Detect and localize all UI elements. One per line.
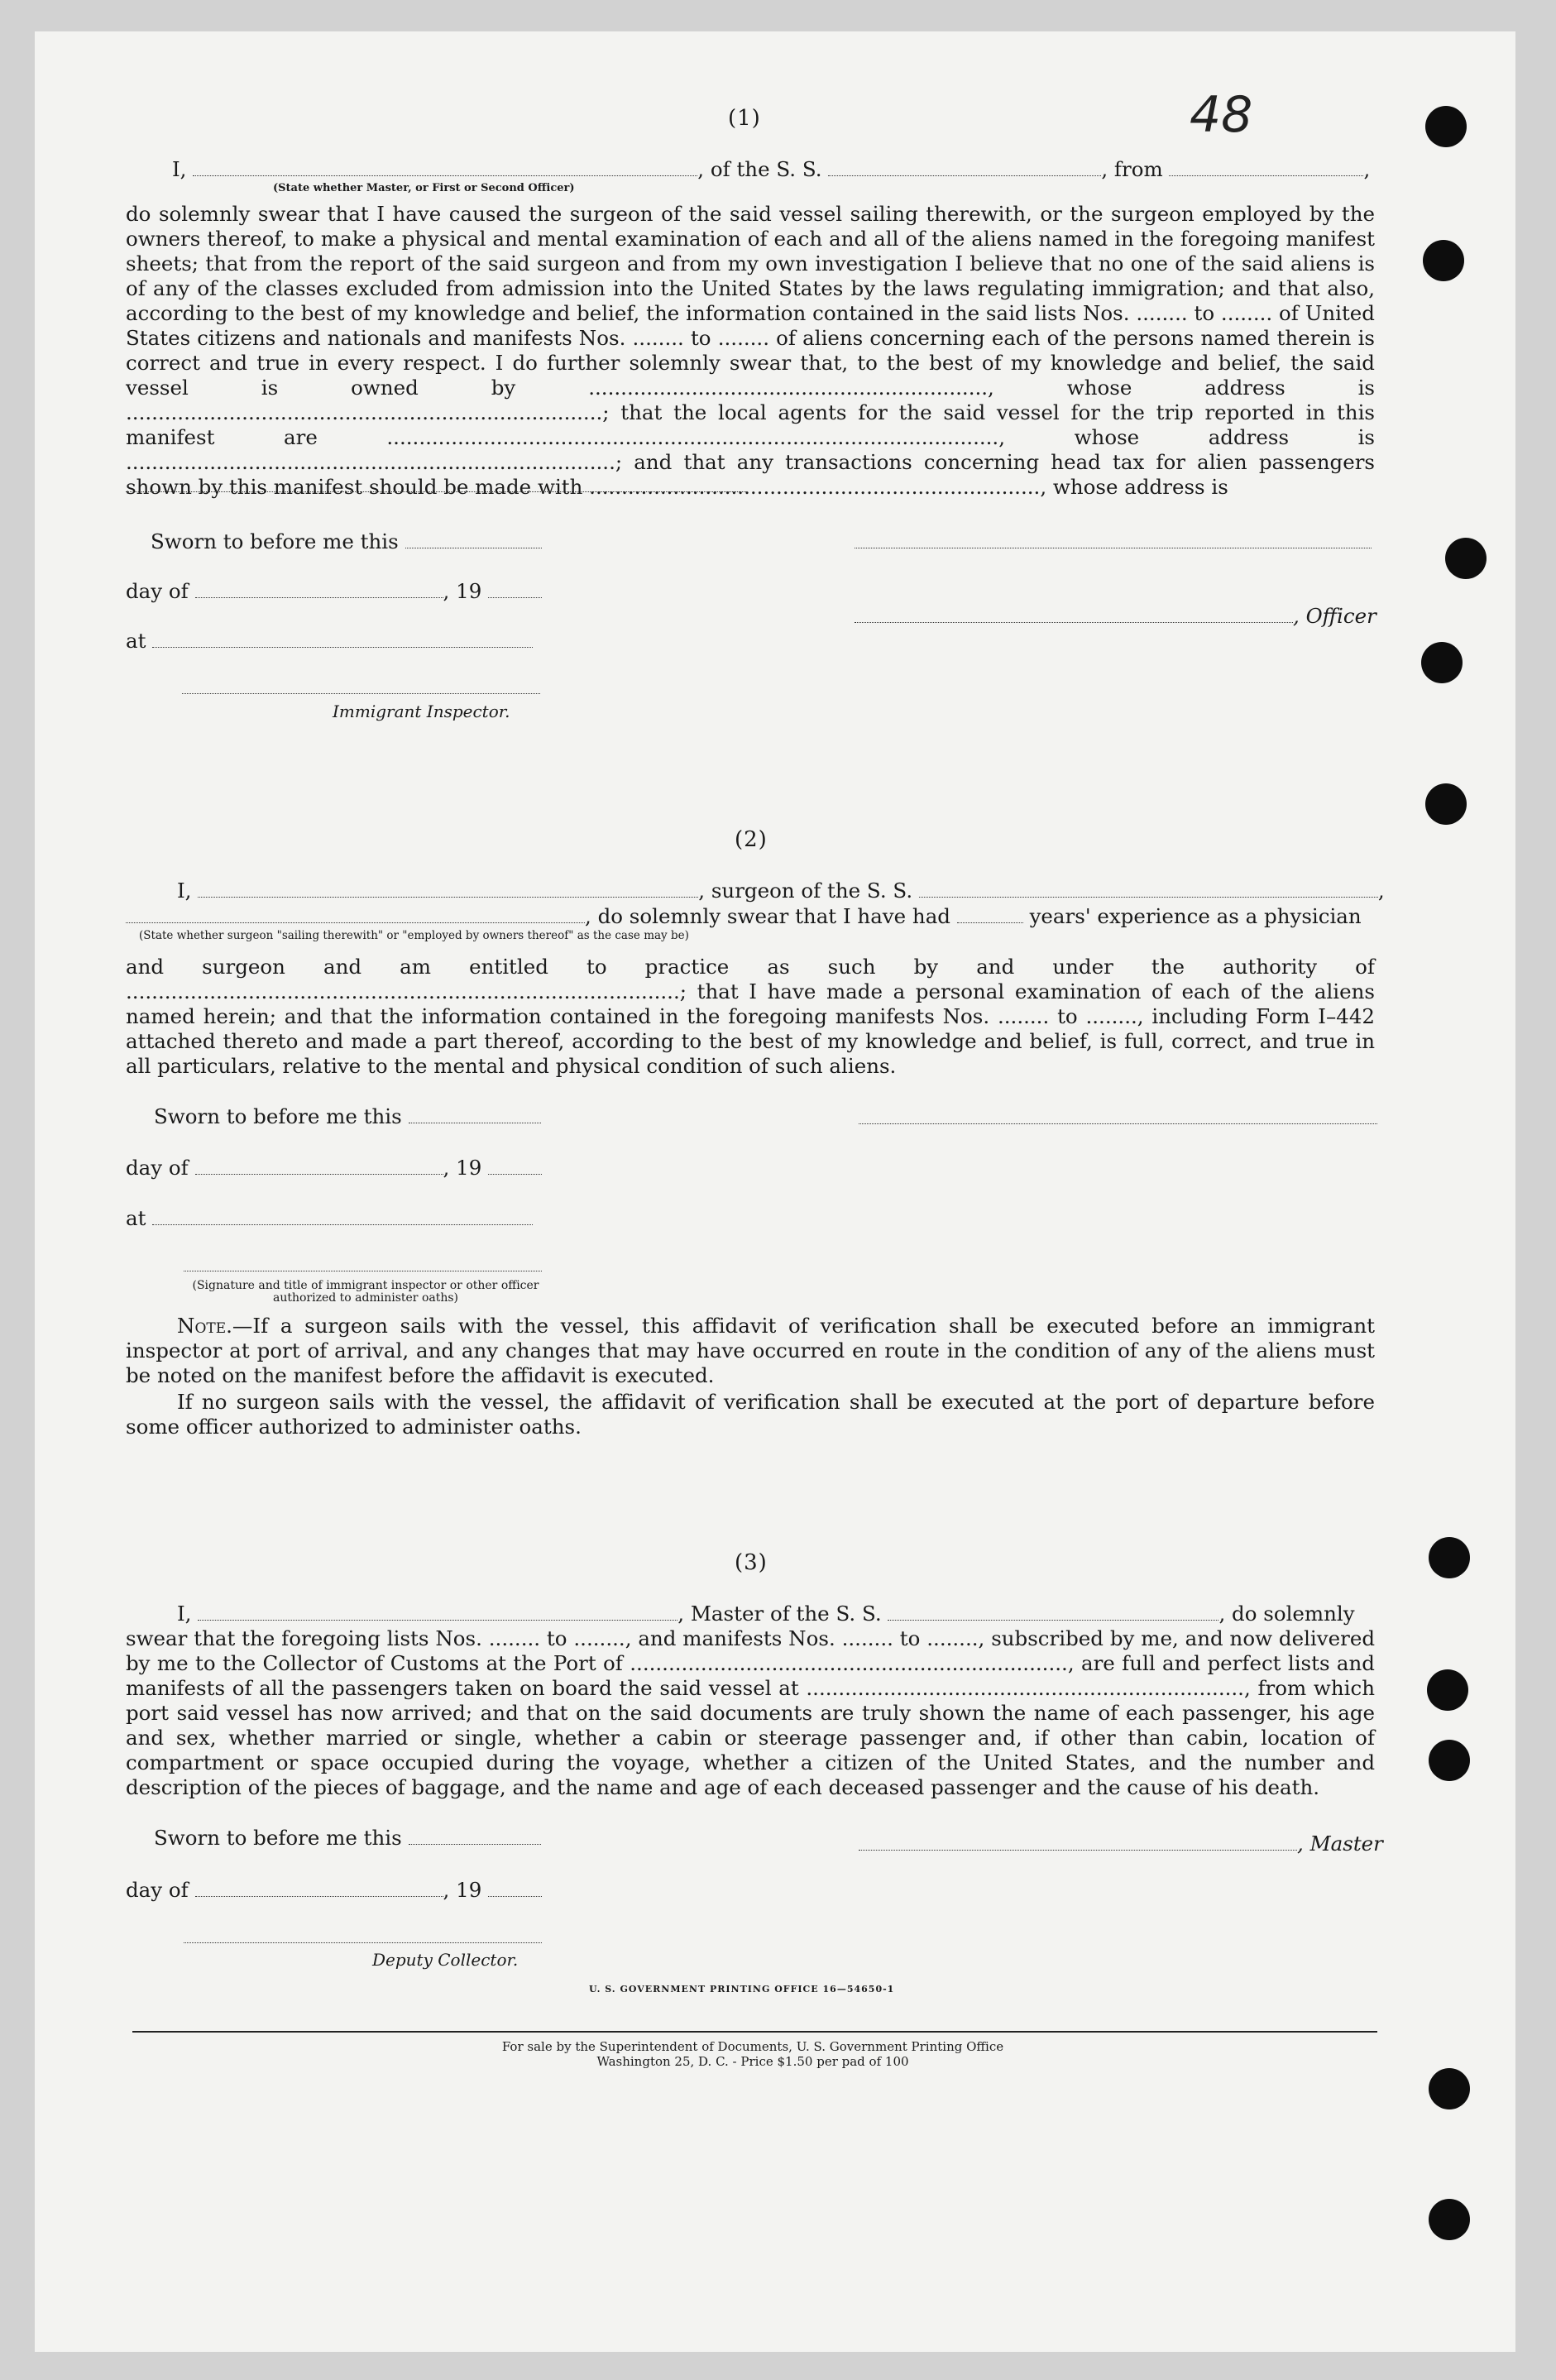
sale-line-1: For sale by the Superintendent of Documents, U. S. Government Printing Office	[501, 2039, 1004, 2054]
year-text: , 19	[443, 1878, 482, 1902]
collector-signature-line[interactable]	[184, 1942, 542, 1943]
binder-hole	[1425, 106, 1467, 147]
comma-text: ,	[1377, 879, 1385, 903]
officer-line	[855, 604, 1376, 629]
section-3-label: (3)	[735, 1550, 768, 1575]
master-signature-field[interactable]	[859, 1833, 1297, 1851]
address-field[interactable]	[126, 491, 746, 492]
from-text: , from	[1101, 157, 1163, 181]
at-line	[126, 1206, 533, 1231]
sworn-text: Sworn to before me this	[154, 1826, 402, 1850]
swear-text: , do solemnly swear that I have had	[585, 904, 950, 928]
binder-hole	[1421, 642, 1463, 683]
day-of-line	[126, 1156, 542, 1180]
at-place-field[interactable]	[152, 1208, 533, 1225]
binder-hole	[1427, 1669, 1468, 1711]
sale-notice	[430, 2039, 1075, 2069]
year-field[interactable]	[488, 581, 542, 598]
from-port-field[interactable]	[1169, 159, 1363, 176]
at-text: at	[126, 629, 146, 653]
pronoun-text: I,	[172, 157, 187, 181]
month-field[interactable]	[195, 1157, 443, 1175]
binder-hole	[1423, 240, 1464, 281]
pronoun-text: I,	[177, 1602, 192, 1626]
sworn-line	[154, 1104, 541, 1129]
vessel-name-field[interactable]	[888, 1603, 1218, 1621]
year-field[interactable]	[488, 1880, 542, 1897]
month-field[interactable]	[195, 1880, 443, 1897]
sworn-line	[154, 1826, 541, 1851]
surgeon-name-field[interactable]	[198, 880, 698, 898]
vessel-name-field[interactable]	[828, 159, 1101, 176]
sworn-line	[151, 529, 542, 554]
surgeon-caption: (State whether surgeon "sailing therewith" or "employed by owners thereof" as the case may be)	[139, 929, 689, 942]
surgeon-signature-line[interactable]	[859, 1123, 1377, 1124]
officer-text: , Officer	[1293, 604, 1376, 628]
binder-hole	[1429, 1740, 1470, 1781]
sworn-text: Sworn to before me this	[151, 529, 399, 553]
day-of-text: day of	[126, 1156, 189, 1180]
section-1-paragraph: do solemnly swear that I have caused the surgeon of the said vessel sailing therewith, or the surgeon employed by the owners thereof, to make a physical and mental examination of each and all of the aliens named in the foregoing manifest sheets; that from the report of the said surgeon and from my own investigation I believe that no one of the said aliens is of any of the classes excluded from admission into the United States by the laws regulating immigration; and that also, according to the best of my knowledge and belief, the information contained in the said lists Nos. ........ to ........ of United States citizens and nationals and manifests Nos. ........ to ........ of aliens concerning each of the persons named therein is correct and true in every respect. I do further solemnly swear that, to the best of my knowledge and belief, the said vessel is owned by .............................................................., whose address is ..........................................................................; that the local agents for the said vessel for the trip reported in this manifest are ..............................................................................................., whose address is ............................................................................; and that any transactions concerning head tax for alien passengers shown by this manifest should be made with ......................................................................, whose address is	[126, 202, 1375, 499]
binder-hole	[1445, 538, 1487, 579]
of-ss-text: , of the S. S.	[697, 157, 822, 181]
vessel-name-field[interactable]	[919, 880, 1378, 898]
note-paragraph-2	[126, 1390, 1375, 1439]
sworn-day-field[interactable]	[409, 1106, 541, 1123]
section-2-line-2	[126, 904, 1362, 929]
section-1-label: (1)	[728, 106, 761, 131]
section-2-line-1	[177, 879, 1385, 903]
footer-divider	[132, 2031, 1377, 2033]
at-text: at	[126, 1206, 146, 1230]
sale-line-2: Washington 25, D. C. - Price $1.50 per pad of 100	[596, 2054, 909, 2069]
binder-hole	[1429, 1537, 1470, 1578]
section-3-line-1	[177, 1602, 1355, 1626]
comma-text: ,	[1363, 157, 1371, 181]
handwritten-page-number: 48	[1190, 86, 1253, 144]
section-2-paragraph: and surgeon and am entitled to practice as such by and under the authority of ......................................................................................; that I have made a personal examination of each of the aliens named herein; and that the information contained in the foregoing manifests Nos. ........ to ........, including Form I–442 attached thereto and made a part thereof, according to the best of my knowledge and belief, is full, correct, and true in all particulars, relative to the mental and physical condition of such aliens.	[126, 955, 1375, 1078]
day-of-line	[126, 1878, 542, 1903]
note-text-2: If no surgeon sails with the vessel, the affidavit of verification shall be executed at the port of departure before some officer authorized to administer oaths.	[126, 1390, 1375, 1439]
section-1-line-1	[172, 157, 1370, 182]
section-3-paragraph: swear that the foregoing lists Nos. ........ to ........, and manifests Nos. ........ to ........, subscribed by me, and now delivered by me to the Collector of Customs at the Port of ...................................................................., are full and perfect lists and manifests of all the passengers taken on board the said vessel at ...................................................................., from which port said vessel has now arrived; and that on the said documents are truly shown the name of each passenger, his age and sex, whether married or single, whether a cabin or steerage passenger and, if other than cabin, location of compartment or space occupied during the voyage, whether a citizen of the United States, and the number and description of the pieces of baggage, and the name and age of each deceased passenger and the cause of his death.	[126, 1626, 1375, 1799]
master-text: , Master	[1297, 1832, 1383, 1856]
binder-hole	[1429, 2068, 1470, 2109]
at-line	[126, 629, 533, 654]
master-of-ss-text: , Master of the S. S.	[677, 1602, 882, 1626]
master-signature-line	[859, 1832, 1383, 1856]
day-of-line	[126, 579, 542, 604]
deputy-collector-caption: Deputy Collector.	[372, 1950, 519, 1970]
master-name-field[interactable]	[198, 1603, 677, 1621]
month-field[interactable]	[195, 581, 443, 598]
section-2-label: (2)	[735, 827, 768, 852]
sworn-day-field[interactable]	[409, 1827, 541, 1845]
gpo-imprint: U. S. GOVERNMENT PRINTING OFFICE 16—54650-1	[589, 1984, 895, 1995]
pronoun-text: I,	[177, 879, 192, 903]
inspector-signature-line[interactable]	[182, 693, 540, 694]
master-name-field[interactable]	[193, 159, 697, 176]
binder-hole	[1429, 2199, 1470, 2240]
immigrant-inspector-caption: Immigrant Inspector.	[333, 702, 510, 721]
sworn-day-field[interactable]	[405, 531, 542, 548]
surgeon-of-ss-text: , surgeon of the S. S.	[698, 879, 913, 903]
day-of-text: day of	[126, 1878, 189, 1902]
years-text: years' experience as a physician	[1029, 904, 1362, 928]
do-solemnly-text: , do solemnly	[1218, 1602, 1355, 1626]
day-of-text: day of	[126, 579, 189, 603]
note-label: Note.	[177, 1314, 232, 1338]
note-paragraph	[126, 1314, 1375, 1388]
year-text: , 19	[443, 579, 482, 603]
years-experience-field[interactable]	[957, 906, 1023, 923]
signature-caption: (Signature and title of immigrant inspector or other officer authorized to administer oaths)	[192, 1279, 539, 1305]
year-field[interactable]	[488, 1157, 542, 1175]
surgeon-status-field[interactable]	[126, 906, 585, 923]
master-caption: (State whether Master, or First or Second Officer)	[273, 182, 575, 194]
at-place-field[interactable]	[152, 630, 533, 648]
sworn-text: Sworn to before me this	[154, 1104, 402, 1128]
binder-hole	[1425, 783, 1467, 825]
officer-title-field[interactable]	[855, 606, 1293, 623]
note-text: —If a surgeon sails with the vessel, this affidavit of verification shall be executed before an immigrant inspector at port of arrival, and any changes that may have occurred en route in the condition of any of the aliens must be noted on the manifest before the affidavit is executed.	[126, 1314, 1375, 1387]
year-text: , 19	[443, 1156, 482, 1180]
